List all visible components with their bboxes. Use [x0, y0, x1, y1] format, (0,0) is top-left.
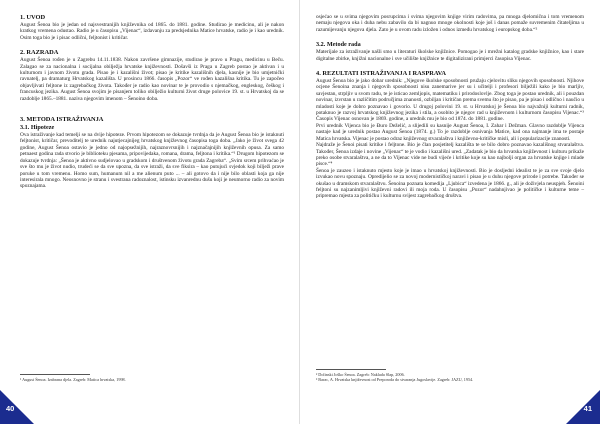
paragraph-rezultati-1: August Šenoa bio je jako dobar urednik: „Njegove školske sposobnosti pružaju cjelovitu sliku njegovih sposobnosti. Njihove ocjene Šenoina znanja i njegovih sposobnosti nisu zanemarive jer su i učitelji i profesori bilježili kako je bio marljiv, savjestan, strpljiv u svom radu, te je isticao zemljopis, matematiku i prirodoslovlje. Zbog toga je postao urednik, ali i pouzdan novinar, izvrstan u različitim područjima znanosti, ozbiljan i kritičan prema svemu što je pisao, pa je pisao i odlično i naučio u mladosti koje je dobro poznavao i govorio. U drugoj polovini 19. st. u Hrvatskoj je Šenoa bio najvažniji kulturni radnik, potaknuo je razvoj hrvatskog književnog jezika i stila, a osobito je njegov rad u književnom i kulturnom časopisu Vijenac.“³ Časopis Vijenac osnovan je 1869. godine, a urednik mu je bio od 1874. do 1881. godine.: [316, 78, 584, 123]
page-number-left: 40: [6, 404, 15, 413]
heading-rezultati: 4. REZULTATI ISTRAŽIVANJA I RASPRAVA: [316, 70, 447, 78]
page-number-right: 41: [583, 404, 592, 413]
subheading-hipoteze: 3.1. Hipoteze: [20, 124, 55, 132]
right-page-content: [316, 14, 584, 382]
paragraph-continuation: osjećao se u svima njegovim posrupcima i svima njegovim knjige virim radovima, pa mnoga djelomična i tom vremenom nemaju njegova oka i duha nebu zabavilo da bi nagnuo mnoge okolnosti koje još i danas pomaže suvremenim čitateljima u razumijevanju njegova djela. Zato je u ovom radu izložen i odnos između hrvatskog i europskog doba.“²: [316, 14, 584, 33]
paragraph-rezultati-2: Prvi urednik Vijenca bio je Đuro Deželić, a slijedili su kasnije August Šenoa, I. Zahar i Dežman. Glavno razdoblje Vijenca nastaje kad je urednik postao August Šenoa (1874. g.) To je razdoblje osnivanja Matice, kad ona najmanje ima te postaje Matica hrvatska. Vijenac je postao odraz književnog stvaralaštva i književno-kritičke misli, ali i popularizacije znanosti.: [316, 122, 584, 142]
heading-uvod: 1. UVOD: [20, 14, 46, 21]
paragraph-rezultati-3: Najdraže je Šenoi pisati kritike i feljtone. Bio je član posjetitelj kazališta te se bilo dobro poznavao kazališnog stvaralaštva. Također, Šenoa izdaje i novine „Vijenac“ te je vodio i kazališni ured. „Zadatak je bio da hrvatska književnost i kulturu prikaže preko osobe stvaralaštva, a ne da to Vijenac vide ne budi vijeće i kritike koje su kao najbolji organ za hrvatske knjige i mlade pisce.“⁴: [316, 142, 584, 168]
footnote-rule-right: [316, 369, 386, 370]
footnote-2: ² Dolinski Joško Šenoa. Zagreb: Naklada Slap, 2006.: [316, 372, 405, 377]
heading-razrada: 2. RAZRADA: [20, 49, 59, 57]
footnote-1: ¹ August Šenoa. Izabrana djela. Zagreb: Matica hrvatska, 1998.: [20, 377, 126, 382]
right-page: [300, 0, 600, 424]
subheading-metode-rada: 3.2. Metode rada: [316, 41, 361, 49]
paragraph-metode-rada: Materijale za istraživanje našli smo u literaturi školske knjižnice. Pomogao je i mrežni katalog gradske knjižnice, kao i stare digitalne zbirke, knjižni nacionalne i sve učilište knjižnice te digitalizirani primjerci časopisa Vijenac.: [316, 49, 584, 62]
paragraph-hipoteze: Ova istraživanje kad temelji se na dvije hipoteze. Prvom hipotezom se dokazuje tvrdnja da je August Šenoa bio je istaknuti feljtonist, kritičar, prevoditelj te urednik najutjecajnijeg hrvatskog književnog časopisa toga doba. „Jako je život svega 42 godine, August Šenoa ostavio je jedno od najopsežnijih, najraznovrsnijih i najznačajnijih književnih opusa. Za samo petnaest godina rada stvorio je biblioteku pjesama, pripovijedaka, romana, drama, feljtona i kritika.“¹ Drugom hipotezom se dokazuje tvrdnja: „Šenoa je aktivno sudjelovao u gradskom i društvenom životu grada Zagreba“. „Svim srcem prihvaćao je sve što mu je život nudio, trudeći se da sve upozna, da sve istraži, da sve fiksira – kao putujući svjedok koji bilježi prave poruke u tom vremenu. Homo sum, humanum nil a me alienum puto ... – ali gotovo da i nije bilo oblasti koja ga nije interesirala mnogo. Neosnovno je stranu i svestrana radoznalost, istinsku izvanrednu dušu koji je neumorno radio za novim spoznajama.: [20, 132, 284, 190]
left-page-content: [20, 14, 284, 382]
footnote-rule: [20, 374, 90, 375]
paragraph-uvod: August Šenoa bio je jedan od najsvestranijih književnika od 1865. do 1881. godine. Studirao je medicinu, ali je nakon kratkog vremena odustao. Radio je u časopisu „Vijenac“, izdavanju za predsjednika Matice hrvatske, radio je i kao urednik. Osim toga bio je i pisac odlični, feljtonist i kritičar.: [20, 22, 284, 41]
heading-metoda: 3. METODA ISTRAŽIVANJA: [20, 116, 104, 124]
paragraph-rezultati-4: Šenoa je zauzeo i istaknuto mjesto koje je imao u hrvatskoj književnosti. Bio je dosljedni idealist te je za sve svoje djelo izvukao novu spoznaju. Opredijelio se za novoj modernističkoj naravi i pisao je u duhu njegove prirode i potrebe. Također se okušao u dramskom stvaralaštvu. Šenoina poznata komedija „Ljubica“ izvedena je 1866. g., ali je doživjela neuspjeh. Šenoini feljtoni su najzanimljivi književni radovi ili moja roda. U časopisu „Pozor“ nadahnjivao je političke i kulturne teme – pripremao mjesta za političku i kulturnu svijest zagrebačkog društva.: [316, 167, 584, 200]
footnote-3: ³ Barac, A. Hrvatska književnost od Preporoda do stvaranja Jugoslavije. Zagreb: JAZU, 1954.: [316, 377, 474, 382]
paragraph-razrada: August Šenoa rođen je u Zagrebu 14.11.1838. Nakon završene gimnazije, studirao je pravo u Pragu, medicinu u Beču. Zalagao se za nacionalna i socijalna obilježja hrvatske književnosti. Došavši iz Praga u Zagreb postao je aktivan i u kulturnom i javnom životu grada. Pisao je i kazališni život; pisao je kritike kazališnih djela, kasnije je bio umjetnički ravnatelj, pa dramaturg Hrvatskog kazališta. U prosincu 1866. časopis „Pozor“ ve rođen kazališna kritika. Tu je započeo objavljivati feljtone iz zagrebačkog života. Također je radio kao novinar te je provodio s njemačkog, engleskog, češkog i francuskog jezika. August Šenoa svojim je pisanjem toliko obilježio kulturni život druge polovice 19. st. u Hrvatskoj da se razdoblje 1865.–1881. naziva njegovim imenom – Šenoino doba.: [20, 57, 284, 102]
